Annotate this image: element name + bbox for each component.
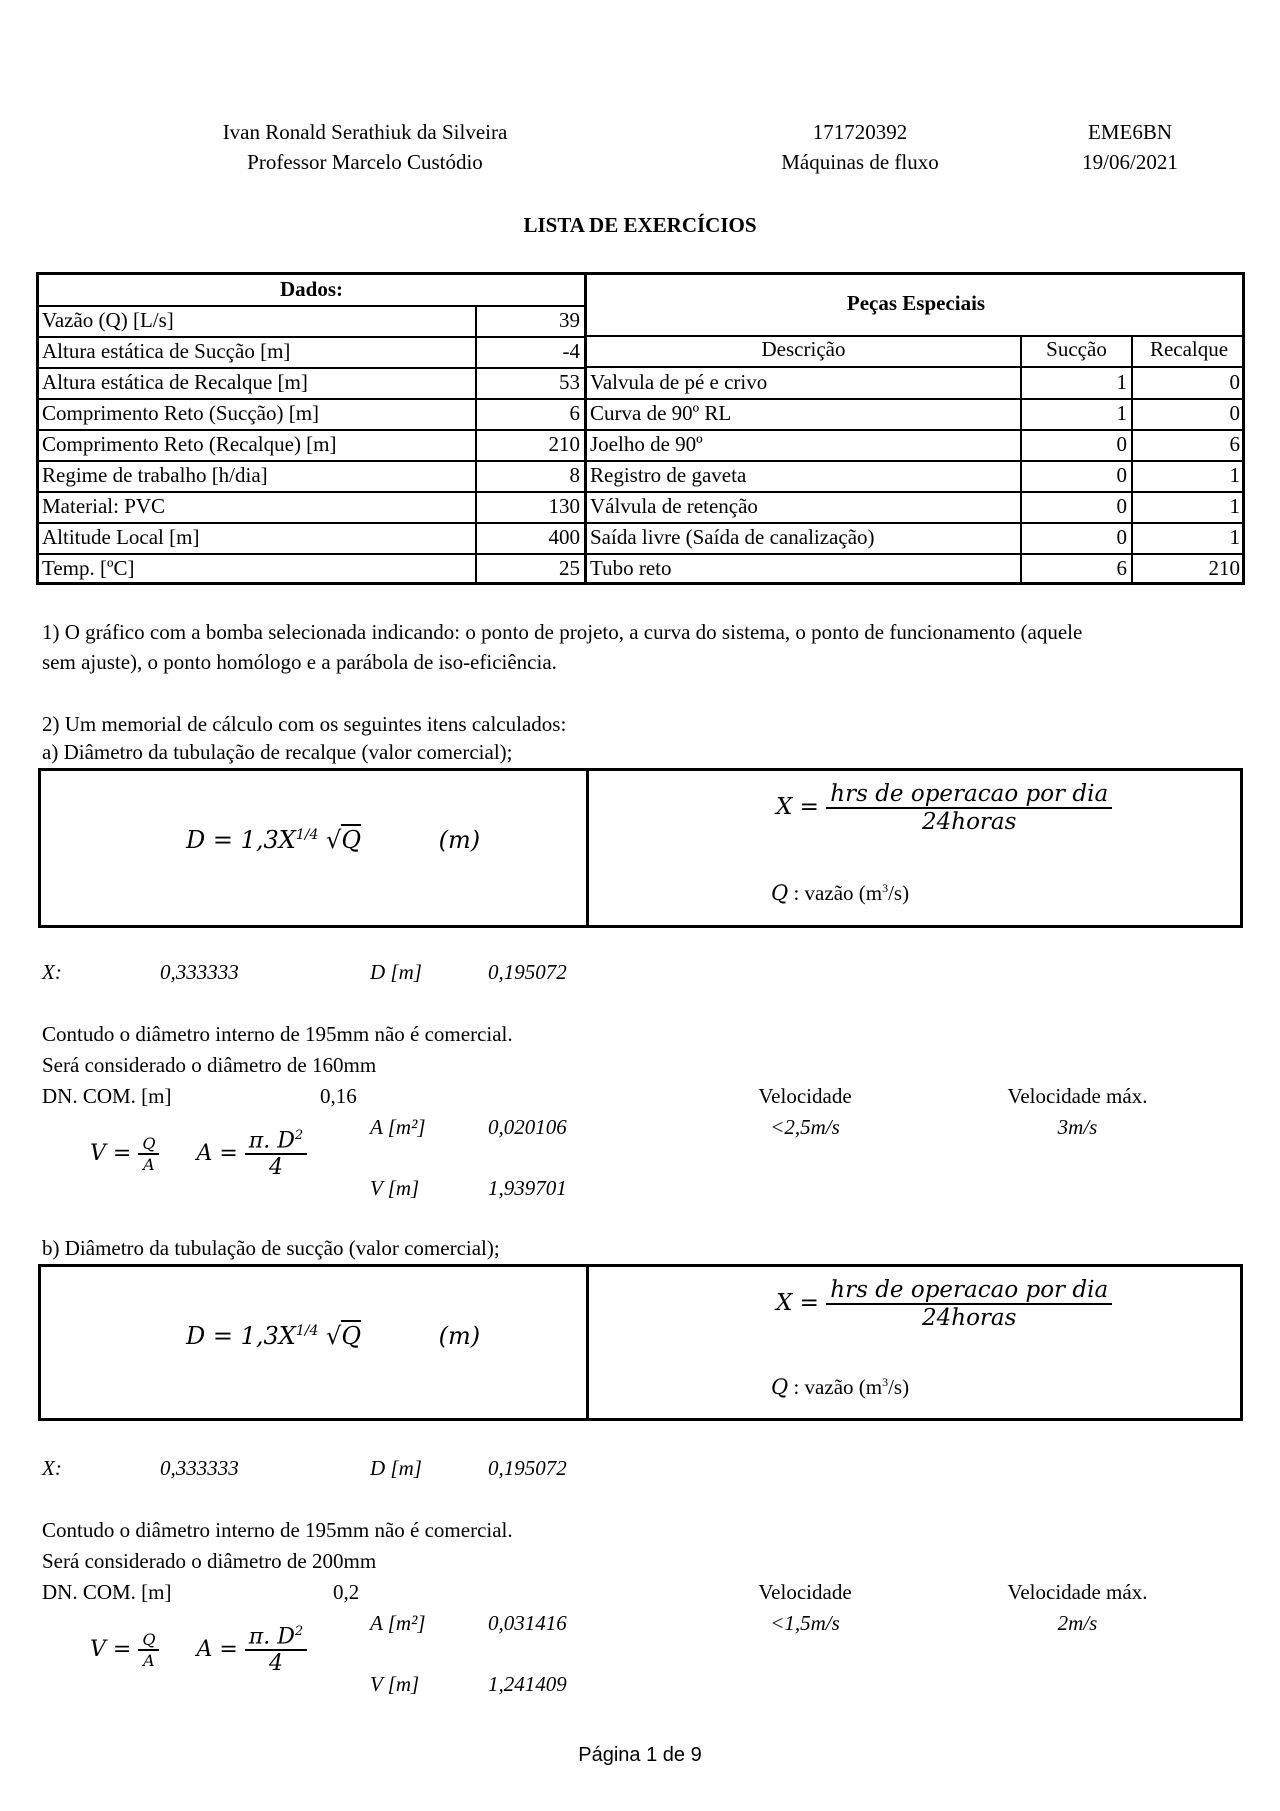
a-area-label: A [m²] xyxy=(370,1115,426,1139)
b-d-label: D [m] xyxy=(370,1456,422,1480)
b-dn-value: 0,2 xyxy=(333,1580,360,1604)
col-header-succao: Sucção xyxy=(1046,337,1107,361)
pecas-row-description: Saída livre (Saída de canalização) xyxy=(590,525,875,549)
a-dn-value: 0,16 xyxy=(320,1084,357,1108)
b-max-velocity-value: 2m/s xyxy=(1057,1611,1098,1635)
dados-row-label: Comprimento Reto (Recalque) [m] xyxy=(42,432,337,456)
dados-row-value: 53 xyxy=(559,370,580,394)
page-number: Página 1 de 9 xyxy=(578,1744,702,1766)
dados-heading: Dados: xyxy=(279,277,343,301)
pecas-row-succao: 0 xyxy=(1116,525,1127,549)
pecas-row-description: Curva de 90º RL xyxy=(590,401,732,425)
pecas-row-recalque: 1 xyxy=(1229,525,1240,549)
dados-row-label: Material: PVC xyxy=(42,494,166,518)
b-area-value: 0,031416 xyxy=(488,1611,567,1635)
page-title: LISTA DE EXERCÍCIOS xyxy=(523,213,757,237)
pecas-row-succao: 6 xyxy=(1116,556,1127,580)
pecas-row-recalque: 0 xyxy=(1229,401,1240,425)
question-2-intro: 2) Um memorial de cálculo com os seguintes itens calculados: xyxy=(42,712,567,736)
b-velocity-value: <1,5m/s xyxy=(770,1611,840,1635)
b-note-1: Contudo o diâmetro interno de 195mm não é comercial. xyxy=(42,1518,513,1542)
dados-row-label: Comprimento Reto (Sucção) [m] xyxy=(42,401,320,425)
pecas-row-succao: 0 xyxy=(1116,463,1127,487)
x-formula: X = $\frac{\text{hrs de operacao por dia}}{\text{24horas}}$ xyxy=(776,781,1112,835)
dados-row-value: 25 xyxy=(559,556,580,580)
a-d-label: D [m] xyxy=(370,960,422,984)
pecas-row-succao: 1 xyxy=(1116,401,1127,425)
b-area-label: A [m²] xyxy=(370,1611,426,1635)
question-2a-title: a) Diâmetro da tubulação de recalque (valor comercial); xyxy=(42,740,513,764)
a-max-velocity-value: 3m/s xyxy=(1057,1115,1098,1139)
a-d-value: 0,195072 xyxy=(488,960,567,984)
data-table xyxy=(36,272,1245,585)
a-v-label: V [m] xyxy=(370,1176,420,1200)
b-v-label: V [m] xyxy=(370,1672,420,1696)
a-max-velocity-label: Velocidade máx. xyxy=(1007,1084,1148,1108)
b-velocity-area-formula: V = $\frac{Q}{A}$ A = $\frac{\pi. D^2}{4}$ xyxy=(90,1624,307,1676)
formula-box-recalque xyxy=(38,768,1243,928)
pecas-row-description: Valvula de pé e crivo xyxy=(590,370,768,394)
question-2b-title: b) Diâmetro da tubulação de sucção (valor comercial); xyxy=(42,1236,500,1260)
pecas-row-recalque: 6 xyxy=(1229,432,1240,456)
dados-row-label: Regime de trabalho [h/dia] xyxy=(42,463,268,487)
pecas-row-succao: 0 xyxy=(1116,432,1127,456)
dados-row-value: -4 xyxy=(562,339,580,363)
b-dn-label: DN. COM. [m] xyxy=(42,1580,172,1604)
dados-row-label: Altura estática de Sucção [m] xyxy=(42,339,291,363)
a-velocity-area-formula: V = $\frac{Q}{A}$ A = $\frac{\pi. D^2}{4}$ xyxy=(90,1128,307,1180)
pecas-row-recalque: 1 xyxy=(1229,494,1240,518)
pecas-row-description: Tubo reto xyxy=(590,556,672,580)
diameter-formula: $D = 1,3X^{1/4}$ √Q (m) xyxy=(186,826,481,854)
professor-name: Professor Marcelo Custódio xyxy=(247,150,483,174)
dados-row-label: Altitude Local [m] xyxy=(42,525,200,549)
pecas-row-description: Joelho de 90º xyxy=(590,432,703,456)
dados-row-label: Temp. [ºC] xyxy=(42,556,135,580)
col-header-descricao: Descrição xyxy=(761,337,846,361)
b-note-2: Será considerado o diâmetro de 200mm xyxy=(42,1549,377,1573)
b-x-value: 0,333333 xyxy=(160,1456,239,1480)
b-v-value: 1,241409 xyxy=(488,1672,567,1696)
author-name: Ivan Ronald Serathiuk da Silveira xyxy=(222,120,508,144)
b-max-velocity-label: Velocidade máx. xyxy=(1007,1580,1148,1604)
a-area-value: 0,020106 xyxy=(488,1115,567,1139)
pecas-row-succao: 1 xyxy=(1116,370,1127,394)
dados-row-label: Altura estática de Recalque [m] xyxy=(42,370,308,394)
course-name: Máquinas de fluxo xyxy=(781,150,939,174)
a-velocity-label: Velocidade xyxy=(758,1084,852,1108)
q-definition: Q : vazão $(m^3/s)$ xyxy=(771,881,910,905)
pecas-row-succao: 0 xyxy=(1116,494,1127,518)
dados-row-value: 400 xyxy=(548,525,580,549)
a-x-label: X: xyxy=(42,960,62,984)
x-formula-b: X = $\frac{\text{hrs de operacao por dia}}{\text{24horas}}$ xyxy=(776,1277,1112,1331)
b-d-value: 0,195072 xyxy=(488,1456,567,1480)
col-header-recalque: Recalque xyxy=(1149,337,1229,361)
pecas-row-description: Válvula de retenção xyxy=(590,494,758,518)
pecas-heading: Peças Especiais xyxy=(846,291,986,315)
question-1-line1: 1) O gráfico com a bomba selecionada indicando: o ponto de projeto, a curva do sistema, o ponto de funcionamento (aquele xyxy=(42,620,1083,644)
dados-row-value: 210 xyxy=(548,432,580,456)
pecas-row-recalque: 0 xyxy=(1229,370,1240,394)
pecas-row-recalque: 1 xyxy=(1229,463,1240,487)
diameter-formula-b: $D = 1,3X^{1/4}$ √Q (m) xyxy=(186,1322,481,1350)
b-x-label: X: xyxy=(42,1456,62,1480)
a-dn-label: DN. COM. [m] xyxy=(42,1084,172,1108)
pecas-row-recalque: 210 xyxy=(1208,556,1240,580)
dados-row-value: 6 xyxy=(569,401,580,425)
dados-row-value: 39 xyxy=(559,308,580,332)
question-1-line2: sem ajuste), o ponto homólogo e a parábola de iso-eficiência. xyxy=(42,650,557,674)
pecas-row-description: Registro de gaveta xyxy=(590,463,747,487)
class-code: EME6BN xyxy=(1088,120,1172,144)
a-note-1: Contudo o diâmetro interno de 195mm não é comercial. xyxy=(42,1022,513,1046)
formula-box-succao xyxy=(38,1264,1243,1421)
dados-row-value: 130 xyxy=(548,494,580,518)
dados-row-label: Vazão (Q) [L/s] xyxy=(42,308,174,332)
b-velocity-label: Velocidade xyxy=(758,1580,852,1604)
dados-row-value: 8 xyxy=(569,463,580,487)
a-x-value: 0,333333 xyxy=(160,960,239,984)
a-velocity-value: <2,5m/s xyxy=(770,1115,840,1139)
a-note-2: Será considerado o diâmetro de 160mm xyxy=(42,1053,377,1077)
student-id: 171720392 xyxy=(812,120,908,144)
a-v-value: 1,939701 xyxy=(488,1176,567,1200)
document-date: 19/06/2021 xyxy=(1082,150,1178,174)
q-definition-b: Q : vazão $(m^3/s)$ xyxy=(771,1375,910,1399)
